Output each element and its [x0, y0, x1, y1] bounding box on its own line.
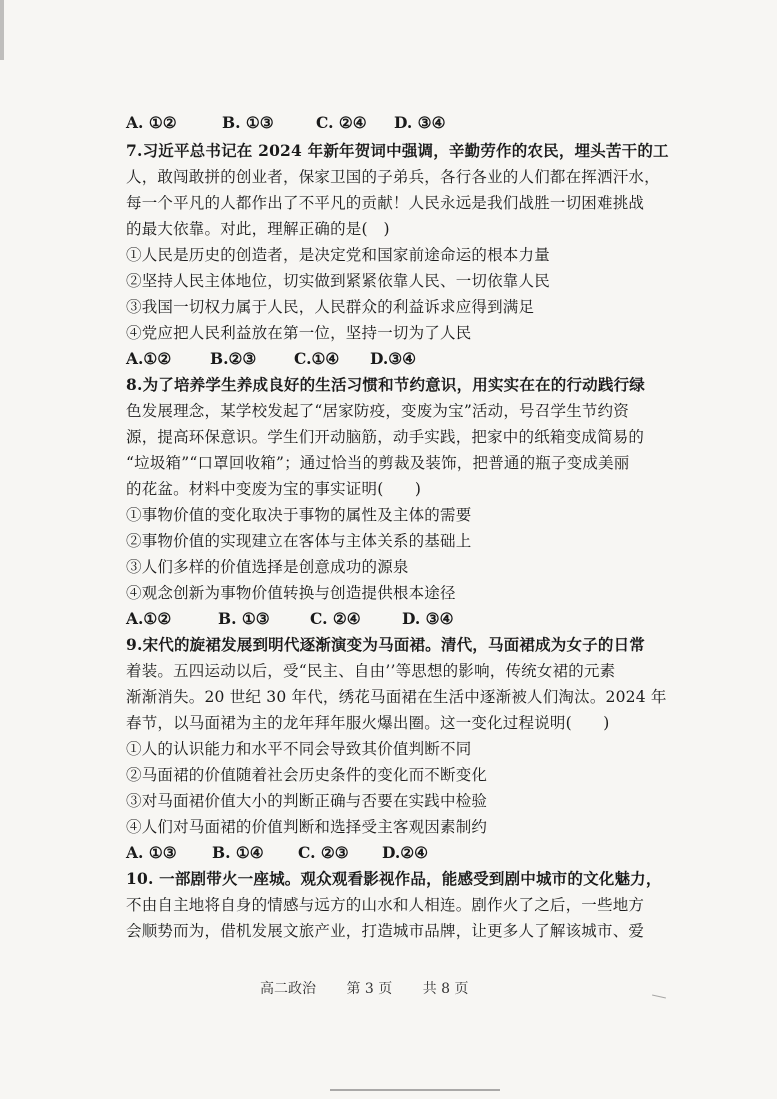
q9-line: 春节，以马面裙为主的龙年拜年服火爆出圈。这一变化过程说明( )	[126, 714, 610, 732]
q10-line: 不由自主地将自身的情感与远方的山水和人相连。剧作火了之后，一些地方	[126, 896, 645, 914]
q8-statement: ①事物价值的变化取决于事物的属性及主体的需要	[126, 506, 472, 524]
q9-statement: ①人的认识能力和水平不同会导致其价值判断不同	[126, 740, 472, 758]
q6-options	[126, 110, 646, 136]
q7-option-c: C.①④	[294, 349, 340, 368]
q10-line: 会顺势而为，借机发展文旅产业，打造城市品牌，让更多人了解该城市、爱	[126, 922, 645, 940]
scan-smudge	[652, 995, 666, 999]
q9-line: 着装。五四运动以后，受“民主、自由’’等思想的影响，传统女裙的元素	[126, 662, 616, 680]
q9-statement: ②马面裙的价值随着社会历史条件的变化而不断变化	[126, 766, 488, 784]
q7-statement: ④党应把人民利益放在第一位，坚持一切为了人民	[126, 324, 472, 342]
q8-line: 8.为了培养学生养成良好的生活习惯和节约意识，用实实在在的行动践行绿	[126, 375, 645, 394]
q8-line: “垃圾箱”“口罩回收箱”；通过恰当的剪裁及装饰，把普通的瓶子变成美丽	[126, 454, 630, 472]
q9-line: 渐渐消失。20 世纪 30 年代，绣花马面裙在生活中逐渐被人们淘汰。2024 年	[126, 688, 667, 706]
q8-statement: ②事物价值的实现建立在客体与主体关系的基础上	[126, 532, 472, 550]
q7-option-b: B.②③	[210, 349, 257, 368]
q9-statement: ③对马面裙价值大小的判断正确与否要在实践中检验	[126, 792, 488, 810]
q7-line: 每一个平凡的人都作出了不平凡的贡献！人民永远是我们战胜一切困难挑战	[126, 194, 645, 212]
question-9	[126, 632, 667, 866]
question-content	[126, 110, 669, 944]
q6-option-c: C. ②④	[316, 113, 367, 132]
scan-edge-mark	[0, 0, 4, 60]
q8-line: 色发展理念，某学校发起了“居家防疫，变废为宝”活动，号召学生节约资	[126, 402, 629, 420]
q9-statement: ④人们对马面裙的价值判断和选择受主客观因素制约	[126, 818, 488, 836]
q7-line: 的最大依靠。对此，理解正确的是( )	[126, 220, 390, 238]
q10-line: 10. 一部剧带火一座城。观众观看影视作品，能感受到剧中城市的文化魅力，	[126, 869, 662, 888]
q8-option-c: C. ②④	[310, 609, 361, 628]
q7-statement: ③我国一切权力属于人民，人民群众的利益诉求应得到满足	[126, 298, 535, 316]
q7-statement: ②坚持人民主体地位，切实做到紧紧依靠人民、一切依靠人民	[126, 272, 550, 290]
q8-statement: ④观念创新为事物价值转换与创造提供根本途径	[126, 584, 456, 602]
q9-line: 9.宋代的旋裙发展到明代逐渐演变为马面裙。清代，马面裙成为女子的日常	[126, 635, 645, 654]
q7-statement: ①人民是历史的创造者，是决定党和国家前途命运的根本力量	[126, 246, 550, 264]
q6-option-a: A. ①②	[126, 113, 177, 132]
q7-option-d: D.③④	[370, 349, 417, 368]
q7-line: 7.习近平总书记在 2024 年新年贺词中强调，辛勤劳作的农民，埋头苦干的工	[126, 141, 669, 160]
question-7	[126, 138, 669, 372]
q9-options	[126, 840, 646, 866]
q6-option-d: D. ③④	[394, 113, 446, 132]
q9-option-b: B. ①④	[212, 843, 264, 862]
q7-option-a: A.①②	[126, 349, 172, 368]
q8-option-d: D. ③④	[402, 609, 454, 628]
footer-total-pages: 共 8 页	[422, 981, 469, 997]
q8-option-b: B. ①③	[218, 609, 270, 628]
q8-line: 源，提高环保意识。学生们开动脑筋，动手实践，把家中的纸箱变成简易的	[126, 428, 645, 446]
q7-options	[126, 346, 646, 372]
q8-line: 的花盆。材料中变废为宝的事实证明( )	[126, 480, 422, 498]
footer-page-number: 第 3 页	[346, 981, 393, 997]
page-footer	[260, 978, 495, 998]
q9-option-a: A. ①③	[126, 843, 177, 862]
footer-subject: 高二政治	[260, 981, 316, 997]
q6-option-b: B. ①③	[222, 113, 274, 132]
q9-option-d: D.②④	[382, 843, 429, 862]
question-10	[126, 866, 662, 944]
q9-option-c: C. ②③	[298, 843, 349, 862]
scan-bottom-edge	[330, 1089, 500, 1097]
q8-options	[126, 606, 646, 632]
q8-statement: ③人们多样的价值选择是创意成功的源泉	[126, 558, 409, 576]
question-8	[126, 372, 646, 632]
q7-line: 人，敢闯敢拼的创业者，保家卫国的子弟兵，各行各业的人们都在挥洒汗水，	[126, 168, 660, 186]
q8-option-a: A.①②	[126, 609, 172, 628]
